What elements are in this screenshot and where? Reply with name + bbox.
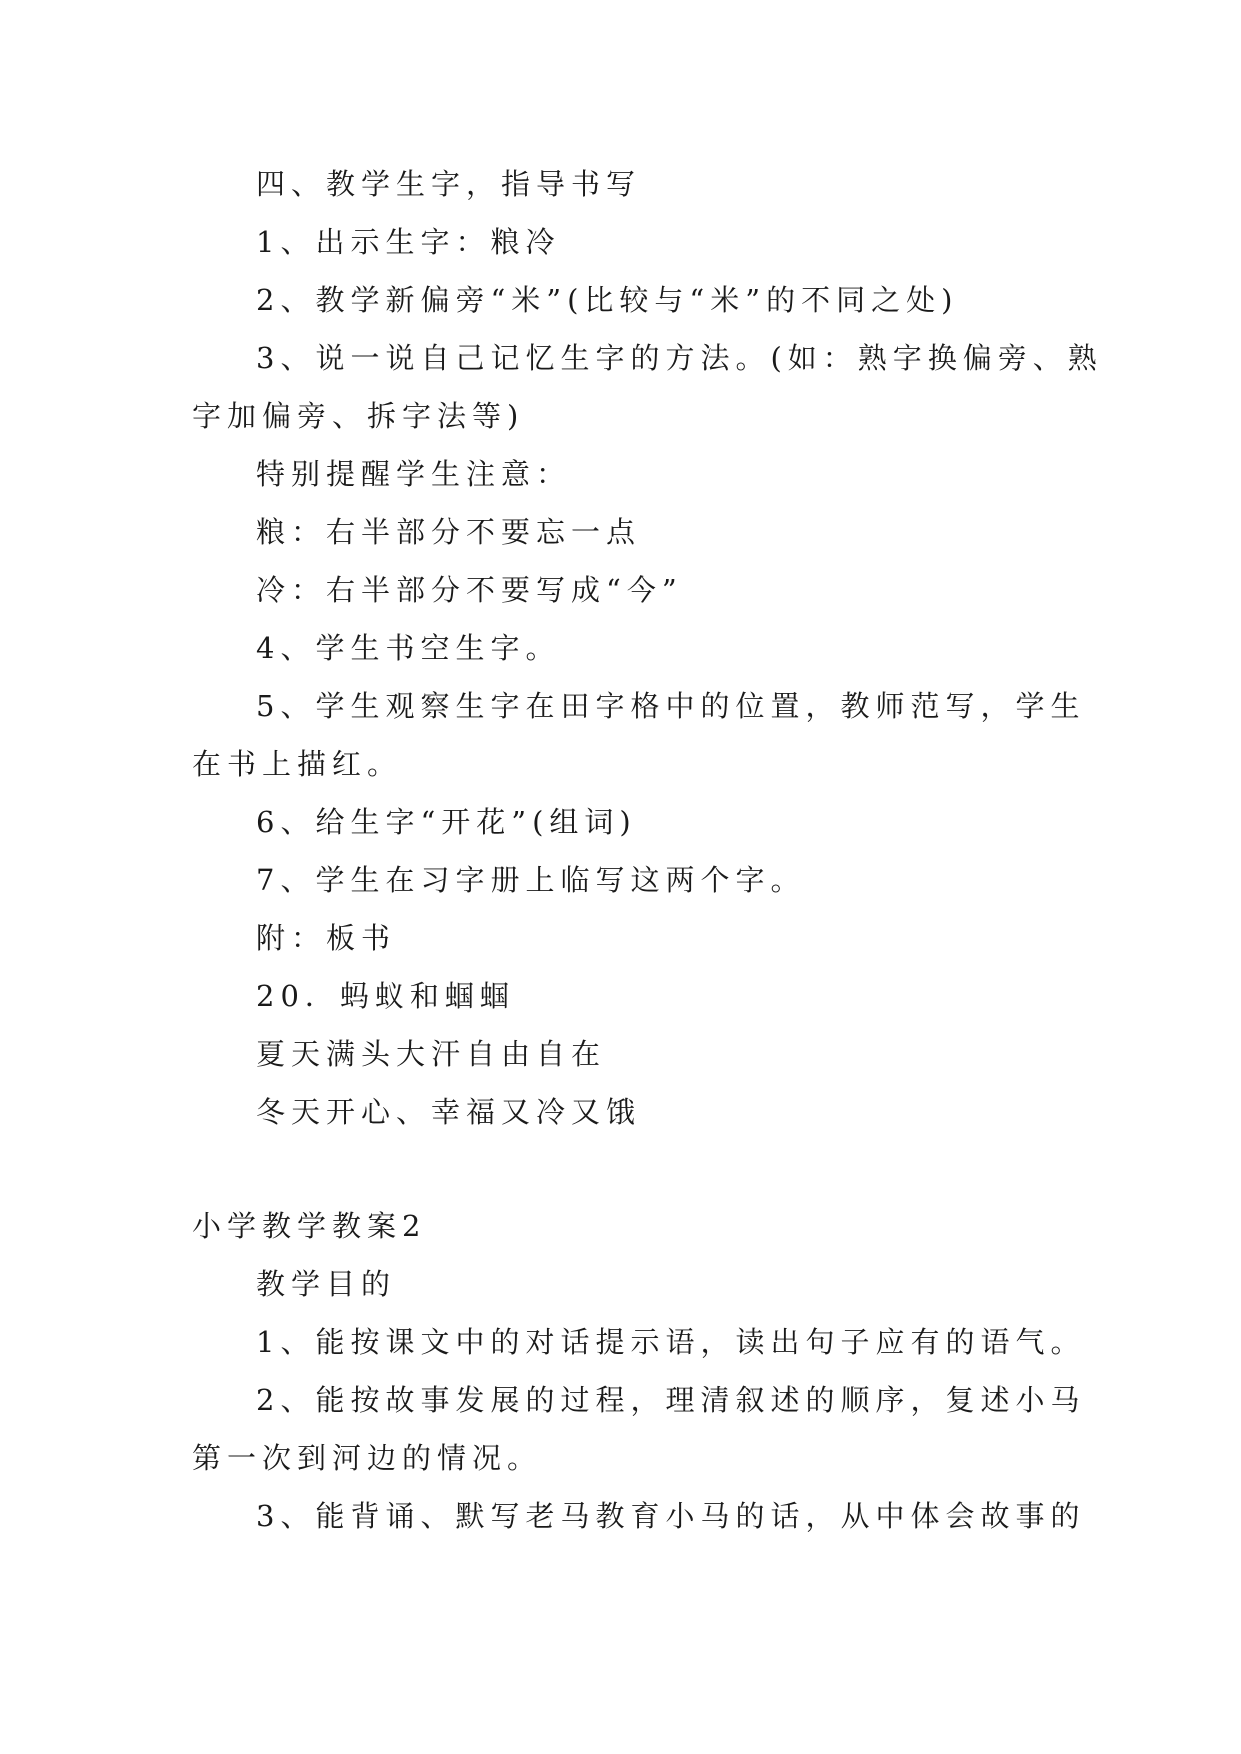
paragraph: 2、能按故事发展的过程，理清叙述的顺序，复述小马 <box>256 1383 1086 1417</box>
paragraph: 7、学生在习字册上临写这两个字。 <box>256 863 806 897</box>
section-heading: 教学目的 <box>256 1267 397 1301</box>
paragraph: 1、出示生字：粮冷 <box>256 225 561 259</box>
board-line: 冬天开心、幸福又冷又饿 <box>256 1095 642 1129</box>
paragraph: 特别提醒学生注意： <box>256 457 572 491</box>
paragraph: 3、能背诵、默写老马教育小马的话，从中体会故事的 <box>256 1499 1086 1533</box>
paragraph: 6、给生字“开花”(组词) <box>256 805 637 839</box>
section-heading: 四、教学生字，指导书写 <box>256 167 642 201</box>
paragraph: 4、学生书空生字。 <box>256 631 561 665</box>
paragraph: 5、学生观察生字在田字格中的位置，教师范写，学生 <box>256 689 1086 723</box>
board-line: 夏天满头大汗自由自在 <box>256 1037 607 1071</box>
paragraph: 1、能按课文中的对话提示语，读出句子应有的语气。 <box>256 1325 1086 1359</box>
paragraph: 冷：右半部分不要写成“今” <box>256 573 683 607</box>
paragraph: 附：板书 <box>256 921 397 955</box>
paragraph-continuation: 在书上描红。 <box>192 747 403 781</box>
paragraph: 3、说一说自己记忆生字的方法。(如：熟字换偏旁、熟 <box>256 341 1103 375</box>
paragraph-continuation: 第一次到河边的情况。 <box>192 1441 543 1475</box>
lesson-title: 小学教学教案2 <box>192 1209 427 1243</box>
paragraph-continuation: 字加偏旁、拆字法等) <box>192 399 525 433</box>
board-title: 20．蚂蚁和蝈蝈 <box>256 979 515 1013</box>
paragraph: 2、教学新偏旁“米”(比较与“米”的不同之处) <box>256 283 959 317</box>
paragraph: 粮：右半部分不要忘一点 <box>256 515 642 549</box>
